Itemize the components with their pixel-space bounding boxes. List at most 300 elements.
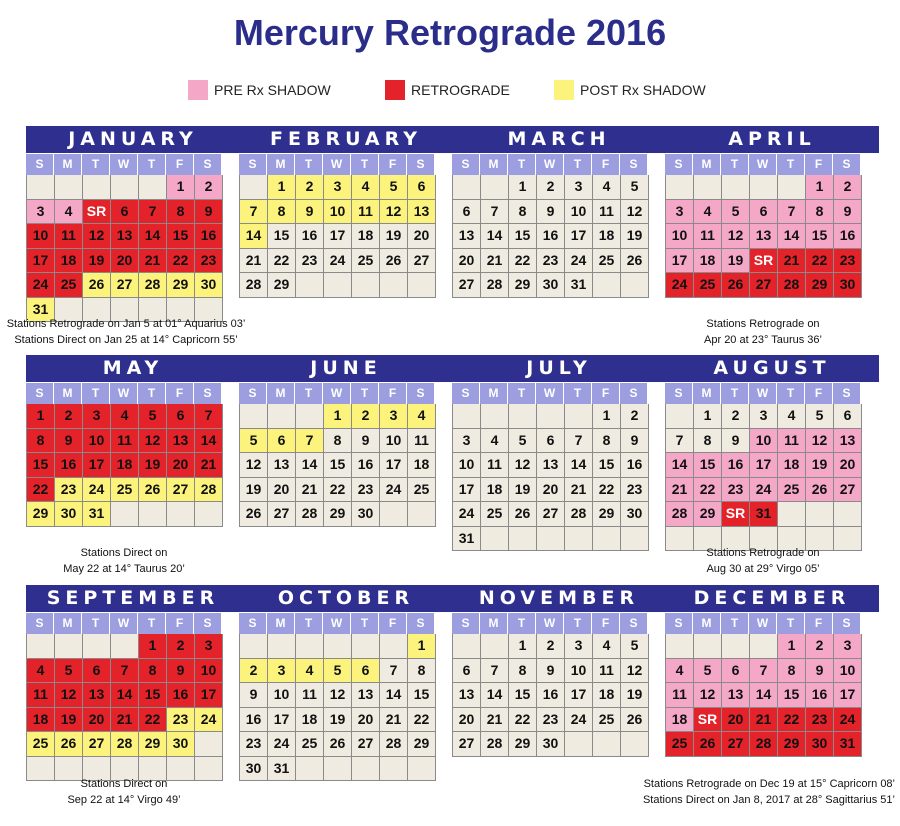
- day-cell: 9: [722, 429, 749, 453]
- month-name: NOVEMBER: [452, 585, 666, 612]
- day-cell: 5: [139, 404, 166, 428]
- day-cell: 19: [722, 249, 749, 273]
- weekday-label: W: [536, 383, 563, 404]
- weekday-label: T: [777, 383, 804, 404]
- weekday-label: T: [295, 613, 322, 634]
- weekday-label: S: [620, 613, 647, 634]
- day-cell: 28: [111, 732, 138, 756]
- month-january: [26, 126, 240, 322]
- weekday-label: W: [323, 613, 350, 634]
- day-cell: 14: [666, 453, 693, 477]
- day-cell: 15: [167, 224, 194, 248]
- day-cell: 21: [195, 453, 222, 477]
- day-cell: 23: [834, 249, 861, 273]
- day-cell: 23: [537, 249, 564, 273]
- weekday-label: W: [749, 613, 776, 634]
- weekday-header-row: [452, 383, 666, 404]
- weekday-label: S: [452, 154, 479, 175]
- day-cell: 27: [408, 249, 435, 273]
- station-retrograde-cell: SR: [83, 200, 110, 224]
- legend-label-post: POST Rx SHADOW: [580, 82, 706, 98]
- month-name: AUGUST: [665, 355, 879, 382]
- weekday-label: F: [592, 613, 619, 634]
- day-cell: 29: [806, 273, 833, 297]
- day-cell: 24: [27, 273, 54, 297]
- station-retrograde-cell: SR: [750, 249, 777, 273]
- day-cell: 23: [296, 249, 323, 273]
- day-cell: 18: [296, 708, 323, 732]
- day-grid: [452, 404, 649, 551]
- day-cell: 25: [352, 249, 379, 273]
- legend-swatch-pre: [188, 80, 208, 100]
- day-cell: 2: [167, 634, 194, 658]
- month-june: [239, 355, 453, 527]
- day-cell: 17: [453, 478, 480, 502]
- day-cell: 27: [167, 478, 194, 502]
- empty-cell: [352, 273, 379, 297]
- day-cell: 17: [380, 453, 407, 477]
- day-cell: 6: [83, 659, 110, 683]
- day-cell: 11: [27, 683, 54, 707]
- day-cell: 23: [352, 478, 379, 502]
- empty-cell: [240, 404, 267, 428]
- weekday-label: T: [138, 383, 165, 404]
- weekday-header-row: [665, 383, 879, 404]
- empty-cell: [666, 634, 693, 658]
- empty-cell: [55, 634, 82, 658]
- weekday-header-row: [665, 613, 879, 634]
- day-cell: 25: [111, 478, 138, 502]
- weekday-label: W: [110, 613, 137, 634]
- note-line: Stations Retrograde on: [706, 318, 820, 330]
- note-line: May 22 at 14° Taurus 20’: [63, 563, 185, 575]
- day-cell: 8: [139, 659, 166, 683]
- weekday-label: T: [138, 613, 165, 634]
- weekday-label: M: [480, 383, 507, 404]
- day-grid: [665, 175, 862, 298]
- day-cell: 25: [408, 478, 435, 502]
- day-cell: 17: [27, 249, 54, 273]
- day-cell: 9: [537, 200, 564, 224]
- day-cell: 29: [27, 502, 54, 526]
- day-cell: 6: [111, 200, 138, 224]
- day-grid: [665, 404, 862, 551]
- day-cell: 5: [621, 634, 648, 658]
- empty-cell: [750, 175, 777, 199]
- day-cell: 4: [352, 175, 379, 199]
- day-cell: 12: [139, 429, 166, 453]
- note-line: Aug 30 at 29° Virgo 05’: [706, 563, 820, 575]
- day-cell: 24: [750, 478, 777, 502]
- day-cell: 27: [352, 732, 379, 756]
- day-cell: 12: [621, 200, 648, 224]
- day-cell: 13: [83, 683, 110, 707]
- month-november: [452, 585, 666, 757]
- day-cell: 25: [296, 732, 323, 756]
- day-cell: 26: [806, 478, 833, 502]
- day-cell: 24: [195, 708, 222, 732]
- empty-cell: [83, 634, 110, 658]
- weekday-header-row: [26, 154, 240, 175]
- day-cell: 7: [750, 659, 777, 683]
- day-cell: 20: [722, 708, 749, 732]
- weekday-label: S: [407, 154, 434, 175]
- day-cell: 8: [806, 200, 833, 224]
- day-cell: 6: [722, 659, 749, 683]
- day-cell: 18: [481, 478, 508, 502]
- day-cell: 17: [565, 683, 592, 707]
- day-cell: 27: [111, 273, 138, 297]
- day-cell: 7: [195, 404, 222, 428]
- empty-cell: [806, 502, 833, 526]
- note-april: [665, 316, 861, 348]
- day-cell: 18: [778, 453, 805, 477]
- day-cell: 14: [111, 683, 138, 707]
- day-cell: 2: [537, 175, 564, 199]
- day-cell: 26: [722, 273, 749, 297]
- day-cell: 13: [167, 429, 194, 453]
- day-cell: 29: [778, 732, 805, 756]
- day-cell: 3: [268, 659, 295, 683]
- day-cell: 25: [666, 732, 693, 756]
- empty-cell: [111, 502, 138, 526]
- day-cell: 22: [778, 708, 805, 732]
- day-cell: 6: [453, 200, 480, 224]
- weekday-label: F: [379, 613, 406, 634]
- day-cell: 4: [111, 404, 138, 428]
- day-cell: 28: [240, 273, 267, 297]
- day-cell: 21: [481, 249, 508, 273]
- day-cell: 13: [453, 683, 480, 707]
- day-cell: 1: [324, 404, 351, 428]
- weekday-label: T: [351, 613, 378, 634]
- empty-cell: [565, 732, 592, 756]
- legend-label-retro: RETROGRADE: [411, 82, 510, 98]
- day-cell: 25: [694, 273, 721, 297]
- day-cell: 6: [408, 175, 435, 199]
- day-cell: 2: [621, 404, 648, 428]
- day-cell: 18: [408, 453, 435, 477]
- weekday-label: F: [379, 154, 406, 175]
- weekday-header-row: [239, 383, 453, 404]
- day-cell: 20: [352, 708, 379, 732]
- day-cell: 1: [806, 175, 833, 199]
- day-cell: 1: [408, 634, 435, 658]
- weekday-label: T: [777, 613, 804, 634]
- weekday-label: T: [295, 383, 322, 404]
- day-cell: 7: [139, 200, 166, 224]
- month-name: SEPTEMBER: [26, 585, 240, 612]
- day-cell: 19: [139, 453, 166, 477]
- weekday-label: T: [508, 383, 535, 404]
- empty-cell: [240, 175, 267, 199]
- day-cell: 7: [380, 659, 407, 683]
- day-cell: 11: [55, 224, 82, 248]
- day-cell: 31: [834, 732, 861, 756]
- day-cell: 9: [167, 659, 194, 683]
- legend-post-shadow: [554, 80, 706, 100]
- day-cell: 9: [834, 200, 861, 224]
- day-cell: 30: [55, 502, 82, 526]
- month-name: DECEMBER: [665, 585, 879, 612]
- weekday-label: S: [194, 613, 221, 634]
- month-name: APRIL: [665, 126, 879, 153]
- day-cell: 14: [380, 683, 407, 707]
- day-cell: 16: [296, 224, 323, 248]
- day-cell: 13: [722, 683, 749, 707]
- weekday-label: T: [721, 613, 748, 634]
- day-cell: 1: [167, 175, 194, 199]
- day-cell: 21: [240, 249, 267, 273]
- month-name: JULY: [452, 355, 666, 382]
- month-name: MAY: [26, 355, 240, 382]
- day-cell: 10: [195, 659, 222, 683]
- day-cell: 7: [111, 659, 138, 683]
- day-cell: 23: [195, 249, 222, 273]
- day-cell: 10: [27, 224, 54, 248]
- day-cell: 14: [195, 429, 222, 453]
- day-grid: [26, 175, 223, 322]
- day-cell: 8: [778, 659, 805, 683]
- note-line: Apr 20 at 23° Taurus 36’: [704, 334, 822, 346]
- day-cell: 10: [565, 659, 592, 683]
- day-cell: 29: [593, 502, 620, 526]
- day-cell: 3: [750, 404, 777, 428]
- note-line: Stations Direct on Jan 8, 2017 at 28° Sagittarius 51’: [642, 794, 895, 806]
- day-cell: 12: [621, 659, 648, 683]
- day-cell: 25: [55, 273, 82, 297]
- day-cell: 17: [83, 453, 110, 477]
- weekday-label: S: [833, 154, 860, 175]
- day-cell: 22: [139, 708, 166, 732]
- day-cell: 28: [296, 502, 323, 526]
- day-cell: 28: [481, 273, 508, 297]
- day-cell: 5: [806, 404, 833, 428]
- note-line: Sep 22 at 14° Virgo 49’: [67, 794, 181, 806]
- month-february: [239, 126, 453, 298]
- day-cell: 13: [537, 453, 564, 477]
- day-cell: 14: [296, 453, 323, 477]
- weekday-label: S: [26, 383, 53, 404]
- weekday-label: T: [721, 154, 748, 175]
- empty-cell: [621, 527, 648, 551]
- weekday-label: S: [833, 613, 860, 634]
- day-cell: 11: [352, 200, 379, 224]
- empty-cell: [509, 404, 536, 428]
- day-cell: 16: [806, 683, 833, 707]
- day-cell: 23: [806, 708, 833, 732]
- empty-cell: [408, 502, 435, 526]
- month-name: JUNE: [239, 355, 453, 382]
- day-cell: 15: [268, 224, 295, 248]
- weekday-header-row: [452, 613, 666, 634]
- day-cell: 10: [324, 200, 351, 224]
- day-cell: 31: [453, 527, 480, 551]
- day-cell: 19: [83, 249, 110, 273]
- day-cell: 10: [380, 429, 407, 453]
- weekday-label: M: [480, 613, 507, 634]
- day-cell: 15: [408, 683, 435, 707]
- day-cell: 13: [453, 224, 480, 248]
- day-cell: 21: [565, 478, 592, 502]
- day-cell: 27: [268, 502, 295, 526]
- weekday-label: W: [323, 383, 350, 404]
- note-line: Stations Direct on: [80, 778, 168, 790]
- empty-cell: [167, 502, 194, 526]
- day-cell: 24: [324, 249, 351, 273]
- day-cell: 1: [694, 404, 721, 428]
- empty-cell: [481, 175, 508, 199]
- day-cell: 6: [750, 200, 777, 224]
- day-cell: 7: [240, 200, 267, 224]
- empty-cell: [83, 175, 110, 199]
- note-line: Stations Retrograde on Jan 5 at 01° Aquarius 03’: [6, 318, 246, 330]
- day-grid: [239, 634, 436, 781]
- weekday-label: S: [26, 613, 53, 634]
- day-cell: 19: [509, 478, 536, 502]
- day-cell: 22: [593, 478, 620, 502]
- empty-cell: [139, 502, 166, 526]
- weekday-label: S: [620, 154, 647, 175]
- day-cell: 16: [537, 683, 564, 707]
- month-july: [452, 355, 666, 551]
- day-cell: 28: [195, 478, 222, 502]
- day-cell: 8: [324, 429, 351, 453]
- weekday-label: S: [665, 154, 692, 175]
- weekday-label: W: [536, 613, 563, 634]
- empty-cell: [240, 634, 267, 658]
- weekday-label: W: [110, 383, 137, 404]
- day-cell: 21: [296, 478, 323, 502]
- day-cell: 28: [750, 732, 777, 756]
- weekday-header-row: [665, 154, 879, 175]
- day-cell: 27: [537, 502, 564, 526]
- day-cell: 7: [666, 429, 693, 453]
- day-cell: 6: [834, 404, 861, 428]
- day-cell: 23: [167, 708, 194, 732]
- note-may: [26, 545, 222, 577]
- day-cell: 15: [139, 683, 166, 707]
- day-cell: 19: [324, 708, 351, 732]
- day-cell: 20: [268, 478, 295, 502]
- empty-cell: [565, 527, 592, 551]
- day-cell: 14: [778, 224, 805, 248]
- weekday-label: M: [267, 154, 294, 175]
- day-cell: 5: [509, 429, 536, 453]
- day-cell: 22: [509, 708, 536, 732]
- day-cell: 28: [666, 502, 693, 526]
- note-september: [26, 776, 222, 808]
- weekday-label: S: [194, 154, 221, 175]
- day-cell: 13: [834, 429, 861, 453]
- day-cell: 19: [380, 224, 407, 248]
- weekday-label: T: [777, 154, 804, 175]
- day-cell: 8: [509, 659, 536, 683]
- day-cell: 2: [722, 404, 749, 428]
- day-cell: 16: [55, 453, 82, 477]
- empty-cell: [750, 634, 777, 658]
- day-cell: 5: [55, 659, 82, 683]
- day-grid: [452, 634, 649, 757]
- day-cell: 30: [537, 273, 564, 297]
- day-cell: 4: [694, 200, 721, 224]
- day-grid: [239, 404, 436, 527]
- day-cell: 20: [537, 478, 564, 502]
- day-cell: 18: [694, 249, 721, 273]
- day-cell: 15: [324, 453, 351, 477]
- empty-cell: [139, 175, 166, 199]
- day-cell: 26: [621, 249, 648, 273]
- day-cell: 8: [268, 200, 295, 224]
- day-cell: 24: [565, 708, 592, 732]
- day-cell: 23: [722, 478, 749, 502]
- day-cell: 3: [453, 429, 480, 453]
- day-cell: 30: [240, 757, 267, 781]
- day-cell: 29: [324, 502, 351, 526]
- empty-cell: [537, 404, 564, 428]
- weekday-label: M: [693, 613, 720, 634]
- day-cell: 27: [750, 273, 777, 297]
- day-cell: 19: [55, 708, 82, 732]
- month-may: [26, 355, 240, 527]
- weekday-label: F: [166, 154, 193, 175]
- day-cell: 24: [268, 732, 295, 756]
- weekday-label: S: [239, 613, 266, 634]
- day-cell: 6: [268, 429, 295, 453]
- empty-cell: [111, 175, 138, 199]
- day-cell: 1: [139, 634, 166, 658]
- month-name: FEBRUARY: [239, 126, 453, 153]
- day-cell: 18: [352, 224, 379, 248]
- day-cell: 20: [111, 249, 138, 273]
- weekday-label: W: [536, 154, 563, 175]
- weekday-label: S: [239, 154, 266, 175]
- day-cell: 10: [453, 453, 480, 477]
- day-cell: 27: [453, 273, 480, 297]
- day-cell: 25: [593, 249, 620, 273]
- day-cell: 11: [481, 453, 508, 477]
- empty-cell: [778, 175, 805, 199]
- empty-cell: [722, 175, 749, 199]
- month-august: [665, 355, 879, 551]
- day-cell: 18: [666, 708, 693, 732]
- empty-cell: [453, 634, 480, 658]
- weekday-header-row: [26, 613, 240, 634]
- day-cell: 3: [834, 634, 861, 658]
- day-cell: 2: [195, 175, 222, 199]
- day-cell: 22: [268, 249, 295, 273]
- day-cell: 25: [593, 708, 620, 732]
- day-cell: 9: [55, 429, 82, 453]
- weekday-label: T: [351, 383, 378, 404]
- day-cell: 16: [240, 708, 267, 732]
- weekday-header-row: [452, 154, 666, 175]
- day-cell: 30: [352, 502, 379, 526]
- day-cell: 16: [722, 453, 749, 477]
- empty-cell: [324, 273, 351, 297]
- day-cell: 24: [834, 708, 861, 732]
- empty-cell: [27, 175, 54, 199]
- weekday-label: T: [295, 154, 322, 175]
- day-cell: 16: [195, 224, 222, 248]
- day-cell: 21: [666, 478, 693, 502]
- day-cell: 14: [481, 224, 508, 248]
- day-cell: 29: [509, 732, 536, 756]
- day-grid: [452, 175, 649, 298]
- day-cell: 2: [240, 659, 267, 683]
- day-cell: 3: [27, 200, 54, 224]
- empty-cell: [55, 175, 82, 199]
